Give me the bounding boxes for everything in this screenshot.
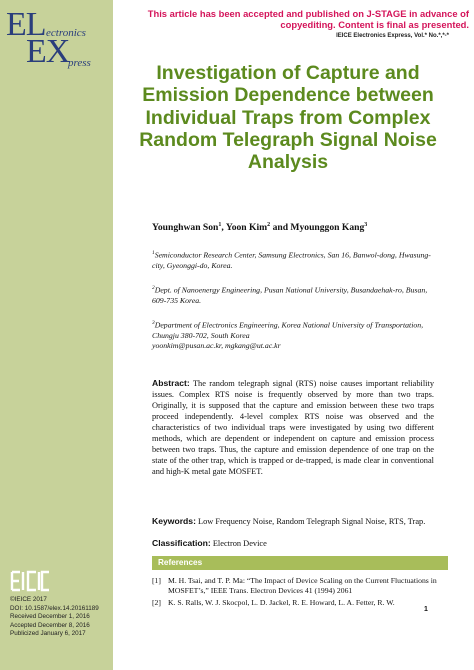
- keywords-text: Low Frequency Noise, Random Telegraph Signal Noise, RTS, Trap.: [195, 517, 426, 526]
- journal-logo: [6, 8, 110, 70]
- logo-el: EL: [6, 6, 46, 43]
- author-sup: 1: [218, 222, 222, 228]
- logo-ectronics: ectronics: [46, 27, 86, 39]
- reference-text: M. H. Tsai, and T. P. Ma: “The Impact of Device Scaling on the Current Fluctuations in MOSFET’s,” IEEE Trans. Electron Devices 41 (1994) 2061: [168, 576, 437, 595]
- ieice-logo-icon: [10, 570, 50, 592]
- abstract-label: Abstract:: [152, 378, 190, 388]
- published-date: Publicized January 6, 2017: [10, 630, 86, 638]
- affiliation-text: Semiconductor Research Center, Samsung Electronics, San 16, Banwol-dong, Hwasung-city, Gyeonggi-do, Korea.: [152, 250, 431, 270]
- copyright: ©IEICE 2017: [10, 596, 47, 603]
- logo-press: press: [68, 57, 91, 69]
- received-date: Received December 1, 2016: [10, 613, 90, 621]
- affiliation-sup: 3: [152, 320, 155, 326]
- classification-label: Classification:: [152, 538, 211, 548]
- doi: DOI: 10.1587/elex.14.20161189: [10, 604, 99, 612]
- affiliation-sup: 1: [152, 250, 155, 256]
- abstract-text: The random telegraph signal (RTS) noise causes important reliability issues. Complex RTS noise is frequently observed by more than two traps. Originally, it is supposed that the capture and emission between these two traps proceed independently. 4-level complex RTS noise was observed and the characteristics of two individual traps were investigated by using two different methods, which are dependent or independent on capture and emission process between two traps. Thus, the capture and emission dependence of one trap on the state of the other trap, which is trapped or de-trapped, is made clear in conventional and high-K metal gate MOSFET.: [152, 379, 434, 476]
- advance-publication-notice: This article has been accepted and published on J-STAGE in advance of copyediting. Content is final as presented.: [147, 8, 469, 30]
- reference-item: [152, 576, 448, 596]
- reference-number: [2]: [152, 598, 161, 607]
- author-list: [152, 222, 452, 233]
- classification-text: Electron Device: [210, 539, 267, 548]
- journal-sidebar: [0, 0, 113, 670]
- author-name: Younghwan Son: [152, 222, 219, 234]
- affiliation-sup: 2: [152, 285, 155, 291]
- affiliation-text: Department of Electronics Engineering, Korea National University of Transportation, Chungju 380-702, South Korea: [152, 320, 424, 340]
- abstract: [152, 378, 434, 477]
- keywords: [152, 516, 434, 527]
- reference-text: K. S. Ralls, W. J. Skocpol, L. D. Jackel, R. E. Howard, L. A. Fetter, R. W.: [168, 598, 395, 607]
- reference-item: [152, 598, 448, 608]
- author-email: yoonkim@pusan.ac.kr, mgkang@ut.ac.kr: [152, 341, 281, 351]
- reference-number: [1]: [152, 576, 161, 585]
- author-name: and Myounggon Kang: [270, 222, 365, 234]
- journal-reference: IEICE Electronics Express, Vol.* No.*,*-*: [336, 33, 449, 39]
- paper-title: Investigation of Capture and Emission Dependence between Individual Traps from Complex Random Telegraph Signal Noise Analysis: [139, 62, 437, 174]
- author-name: , Yoon Kim: [221, 222, 268, 234]
- classification: [152, 538, 434, 549]
- affiliation-2: [152, 283, 432, 306]
- logo-ex: EX: [26, 33, 70, 70]
- references-heading: References: [152, 556, 448, 570]
- accepted-date: Accepted December 8, 2016: [10, 621, 90, 629]
- page-number: 1: [424, 606, 428, 613]
- author-sup: 3: [364, 222, 368, 228]
- affiliation-text: Dept. of Nanoenergy Engineering, Pusan National University, Busandaehak-ro, Busan, 609-735 Korea.: [152, 285, 428, 305]
- publication-info: [10, 596, 110, 639]
- affiliation-3: [152, 318, 432, 352]
- keywords-label: Keywords:: [152, 516, 196, 526]
- affiliation-1: [152, 248, 432, 271]
- author-sup: 2: [267, 222, 271, 228]
